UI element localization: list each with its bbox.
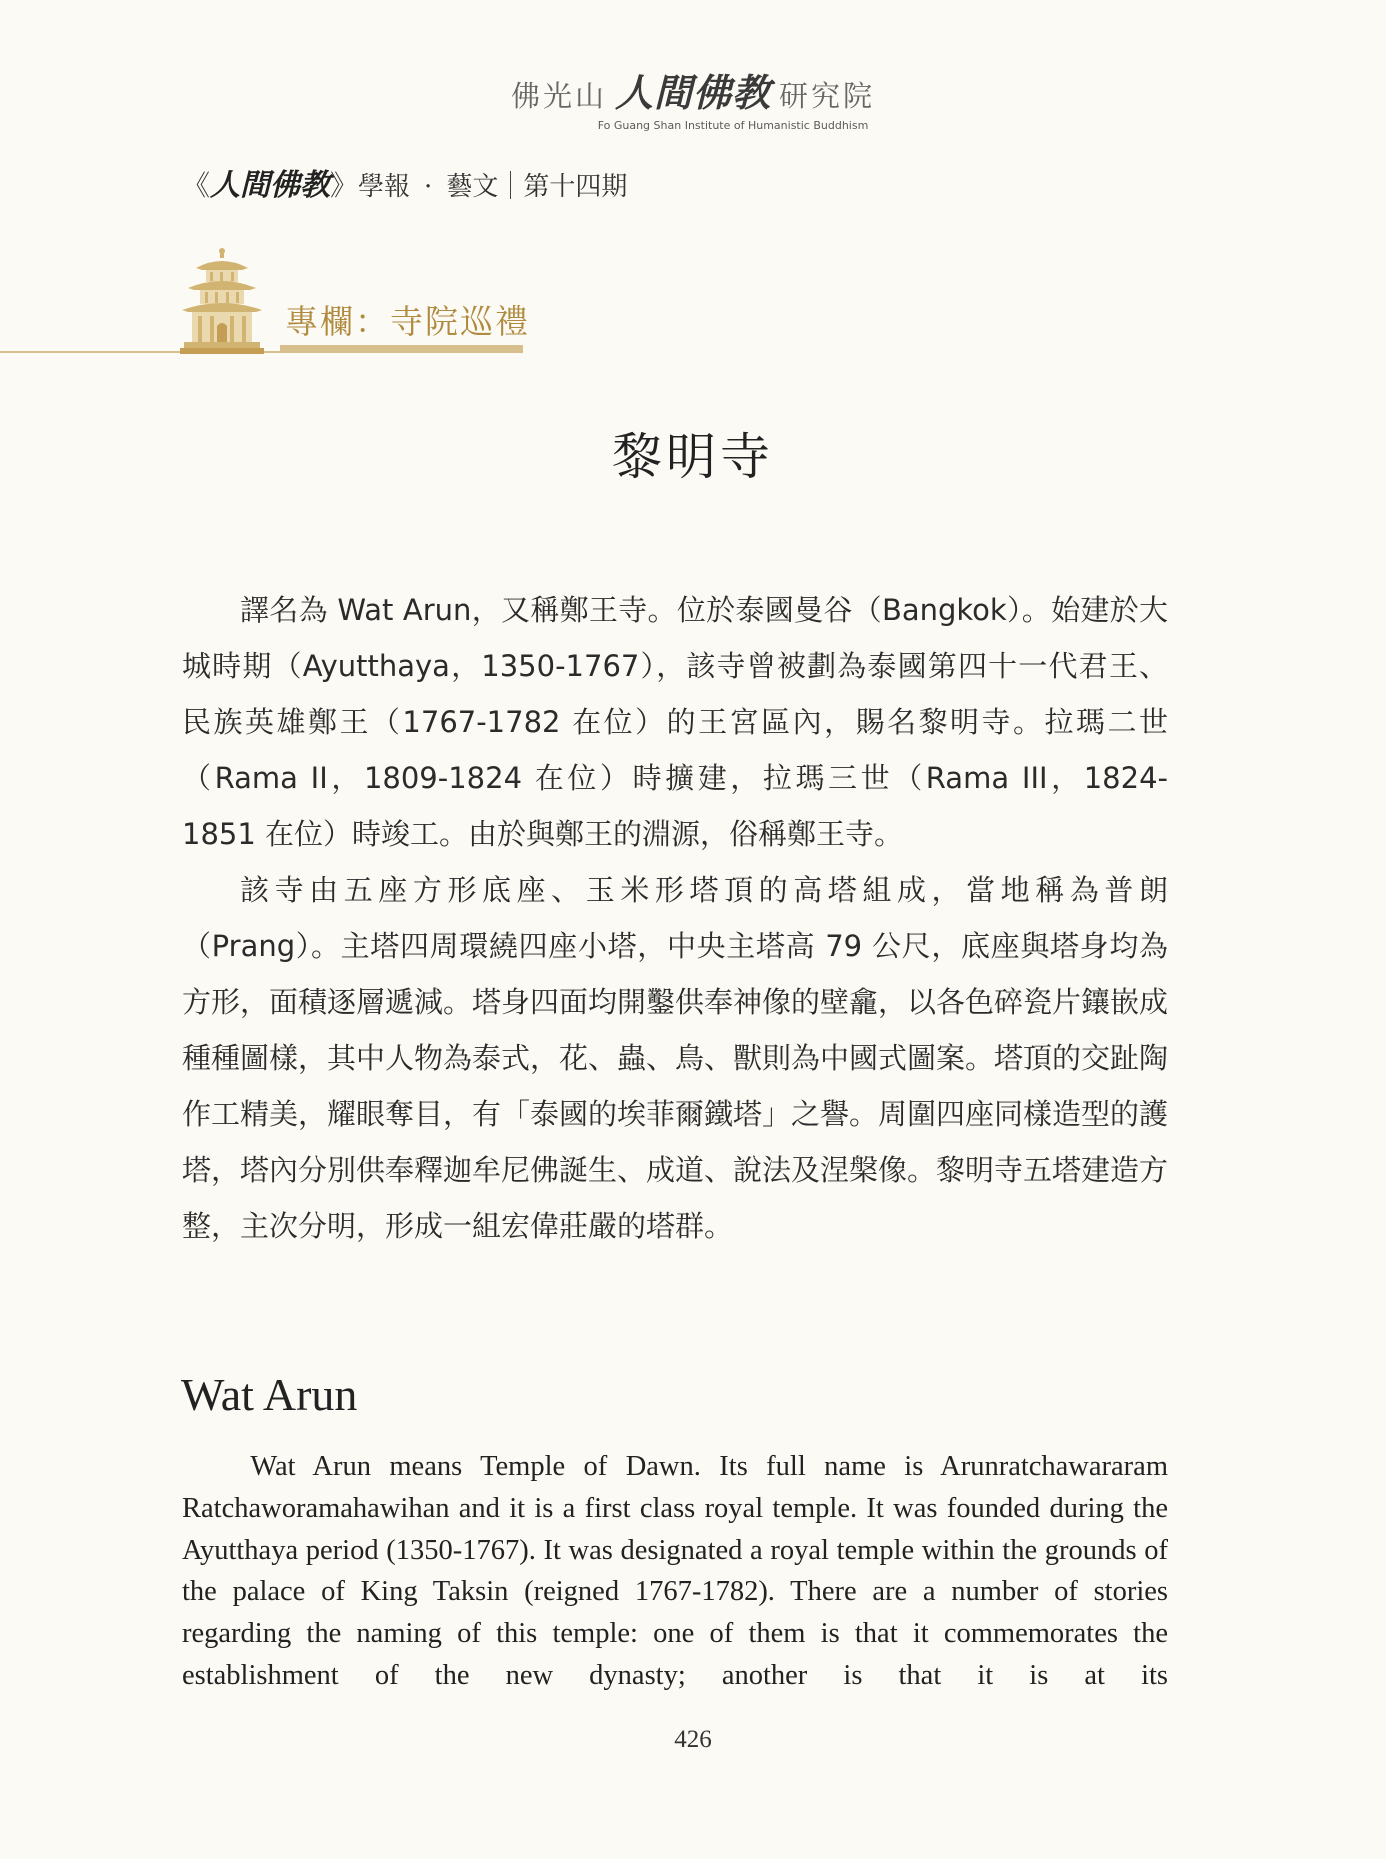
institute-prefix: 佛光山	[510, 79, 607, 113]
journal-separator	[510, 171, 511, 199]
page-number: 426	[674, 1726, 712, 1753]
institute-header	[0, 62, 1386, 132]
journal-issue: 第十四期	[523, 172, 628, 202]
chinese-paragraph: 該寺由五座方形底座、玉米形塔頂的高塔組成，當地稱為普朗（Prang）。主塔四周環繞四座小塔，中央主塔高 79 公尺，底座與塔身均為方形，面積逐層遞減。塔身四面均開鑿供奉神像的壁龕，以各色碎瓷片鑲嵌成種種圖樣，其中人物為泰式，花、蟲、鳥、獸則為中國式圖案。塔頂的交趾陶作工精美，耀眼奪目，有「泰國的埃菲爾鐵塔」之譽。周圍四座同樣造型的護塔，塔內分別供奉釋迦牟尼佛誕生、成道、說法及涅槃像。黎明寺五塔建造方整，主次分明，形成一組宏偉莊嚴的塔群。	[182, 873, 1169, 1243]
journal-type: 學報	[358, 172, 411, 202]
institute-suffix: 研究院	[779, 79, 876, 113]
chinese-body	[182, 582, 1168, 1254]
journal-line	[182, 160, 627, 204]
journal-brand: 人間佛教	[210, 168, 331, 203]
english-heading: Wat Arun	[181, 1369, 358, 1420]
column-title: 專欄：寺院巡禮	[285, 302, 530, 341]
column-banner-underline	[280, 345, 523, 353]
institute-english-name: Fo Guang Shan Institute of Humanistic Buddhism	[597, 119, 869, 132]
journal-open-bracket: 《	[182, 169, 211, 202]
english-paragraph: Wat Arun means Temple of Dawn. Its full name is Arunratchawararam Ratchaworamahawihan and it is a first class royal temple. It was founded during the Ayutthaya period (1350-1767). It was designated a royal temple within the grounds of the palace of King Taksin (reigned 1767-1782). There are a number of stories regarding the naming of this temple: one of them is that it commemorates the establishment of the new dynasty; another is that it is at its	[182, 1451, 1168, 1691]
journal-dot: ·	[424, 172, 433, 202]
journal-category: 藝文	[446, 172, 499, 202]
article-title: 黎明寺	[612, 428, 774, 486]
english-body	[182, 1446, 1168, 1697]
pagoda-icon	[180, 248, 264, 354]
chinese-paragraph: 譯名為 Wat Arun，又稱鄭王寺。位於泰國曼谷（Bangkok）。始建於大城時期（Ayutthaya，1350-1767），該寺曾被劃為泰國第四十一代君王、民族英雄鄭王（1767-1782 在位）的王宮區內，賜名黎明寺。拉瑪二世（Rama II，1809-1824 在位）時擴建，拉瑪三世（Rama III，1824-1851 在位）時竣工。由於與鄭王的淵源，俗稱鄭王寺。	[182, 593, 1168, 851]
institute-brand: 人間佛教	[614, 70, 771, 115]
institute-title	[511, 62, 875, 117]
journal-close-bracket: 》	[330, 169, 359, 202]
